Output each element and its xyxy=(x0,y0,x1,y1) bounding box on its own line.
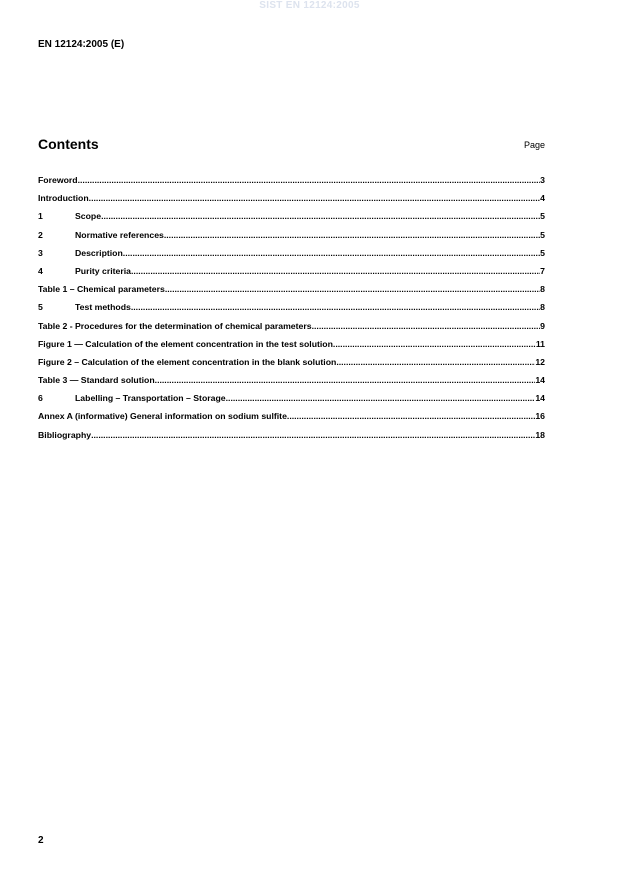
toc-dot-leader xyxy=(78,175,541,186)
toc-entry-page: 3 xyxy=(540,175,545,185)
toc-dot-leader xyxy=(287,411,535,422)
toc-entry-page: 9 xyxy=(540,320,545,331)
toc-dot-leader xyxy=(155,375,536,386)
toc-entry-title: Foreword xyxy=(38,175,78,185)
contents-title: Contents xyxy=(38,136,99,152)
toc-dot-leader xyxy=(89,193,540,204)
toc-entry-page: 7 xyxy=(540,265,545,276)
toc-entry-title: Table 1 – Chemical parameters xyxy=(38,284,165,295)
toc-entry-page: 18 xyxy=(535,429,545,440)
toc-entry[interactable] xyxy=(38,357,545,375)
toc-entry-page: 4 xyxy=(540,193,545,204)
toc-entry-page: 14 xyxy=(535,393,545,404)
toc-entry-title: Purity criteria xyxy=(75,265,132,276)
toc-entry-number: 5 xyxy=(38,302,43,313)
toc-entry-page: 8 xyxy=(540,302,545,313)
toc-dot-leader xyxy=(164,230,540,241)
toc-entry-page: 14 xyxy=(535,375,545,386)
toc-dot-leader xyxy=(123,248,540,259)
toc-entry-title: Bibliography xyxy=(38,429,92,440)
toc-entry-title: Table 2 - Procedures for the determination of chemical parameters xyxy=(38,320,312,331)
toc-entry-title: Description xyxy=(75,247,123,258)
toc-entry-number: 3 xyxy=(38,247,43,258)
toc-entry[interactable] xyxy=(38,284,545,302)
toc-entry-page: 11 xyxy=(535,338,545,349)
toc-dot-leader xyxy=(336,357,535,368)
toc-dot-leader xyxy=(131,266,540,277)
toc-entry-title: Scope xyxy=(75,211,102,222)
toc-entry[interactable] xyxy=(38,411,545,429)
toc-dot-leader xyxy=(101,211,540,222)
toc-entry-page: 5 xyxy=(540,247,545,258)
toc-entry[interactable] xyxy=(38,393,545,411)
toc-entry[interactable] xyxy=(38,266,545,284)
toc-entry-number: 6 xyxy=(38,393,43,404)
toc-entry-title: Figure 1 — Calculation of the element concentration in the test solution xyxy=(38,338,333,349)
toc-dot-leader xyxy=(91,430,535,441)
toc-entry-page: 8 xyxy=(540,284,545,295)
toc-entry-page: 5 xyxy=(540,229,545,240)
toc-entry-title: Labelling – Transportation – Storage xyxy=(75,393,226,404)
document-id: EN 12124:2005 (E) xyxy=(38,39,125,50)
toc-entry-title: Figure 2 – Calculation of the element concentration in the blank solution xyxy=(38,356,337,367)
toc-entry[interactable] xyxy=(38,193,545,211)
toc-entry-title: Normative references xyxy=(75,229,164,240)
toc-entry[interactable] xyxy=(38,175,545,193)
page-column-label: Page xyxy=(523,140,545,150)
toc-dot-leader xyxy=(131,302,540,313)
toc-entry-number: 4 xyxy=(38,265,43,276)
toc-entry-title: Annex A (informative) General information on sodium sulfite xyxy=(38,411,287,422)
toc-entry[interactable] xyxy=(38,248,545,266)
toc-entry[interactable] xyxy=(38,430,545,448)
toc-entry[interactable] xyxy=(38,339,545,357)
toc-dot-leader xyxy=(333,339,536,350)
toc-entry-page: 5 xyxy=(540,211,545,222)
toc-entry-page: 12 xyxy=(535,356,545,367)
toc-entry-number: 1 xyxy=(38,211,43,222)
toc-entry-page: 16 xyxy=(535,411,545,422)
toc-dot-leader xyxy=(312,321,541,332)
table-of-contents xyxy=(38,175,545,448)
toc-entry[interactable] xyxy=(38,321,545,339)
toc-dot-leader xyxy=(226,393,536,404)
toc-entry[interactable] xyxy=(38,230,545,248)
toc-entry[interactable] xyxy=(38,211,545,229)
toc-entry[interactable] xyxy=(38,375,545,393)
toc-entry-title: Introduction xyxy=(38,193,89,204)
toc-entry[interactable] xyxy=(38,302,545,320)
toc-dot-leader xyxy=(165,284,540,295)
toc-entry-number: 2 xyxy=(38,229,43,240)
toc-entry-title: Test methods xyxy=(75,302,131,313)
toc-entry-title: Table 3 — Standard solution xyxy=(38,375,155,386)
footer-page-number: 2 xyxy=(38,835,44,846)
watermark: SIST EN 12124:2005 xyxy=(259,0,360,11)
